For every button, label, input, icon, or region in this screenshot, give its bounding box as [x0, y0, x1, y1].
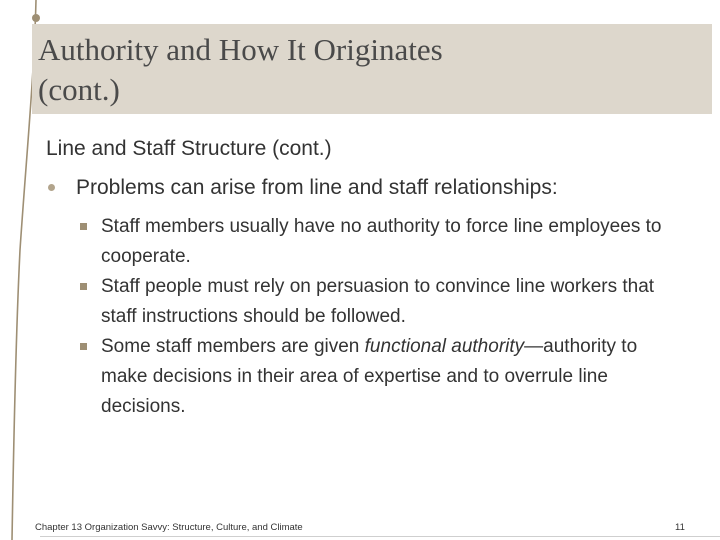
main-bullet-text: Problems can arise from line and staff relationships: [76, 176, 558, 199]
sub-bullet-text-end: —authority to make decisions in their area of expertise and to overrule line decisions. [101, 336, 638, 417]
footer-chapter-text: Chapter 13 Organization Savvy: Structure, Culture, and Climate [35, 522, 303, 533]
sub-bullet-text-start: Some staff members are given [101, 336, 365, 357]
sub-bullet-text: Staff members usually have no authority to force line employees to cooperate. [101, 216, 662, 267]
bullet-dot-icon [48, 184, 55, 191]
sub-bullet-item [80, 212, 680, 272]
footer-rule [40, 536, 720, 537]
page-number: 11 [675, 522, 685, 533]
slide-title-line-2: (cont.) [38, 72, 120, 107]
slide-subtitle: Line and Staff Structure (cont.) [46, 137, 332, 160]
slide-title [38, 30, 443, 110]
square-bullet-icon [80, 223, 87, 230]
sub-bullet-text: Staff people must rely on persuasion to convince line workers that staff instructions should be followed. [101, 276, 655, 327]
sub-bullet-item [80, 272, 680, 332]
slide-title-line-1: Authority and How It Originates [38, 32, 443, 67]
square-bullet-icon [80, 283, 87, 290]
functional-authority-term: functional authority [364, 336, 525, 357]
sub-bullet-list [80, 212, 680, 422]
square-bullet-icon [80, 343, 87, 350]
sub-bullet-item [80, 332, 680, 422]
